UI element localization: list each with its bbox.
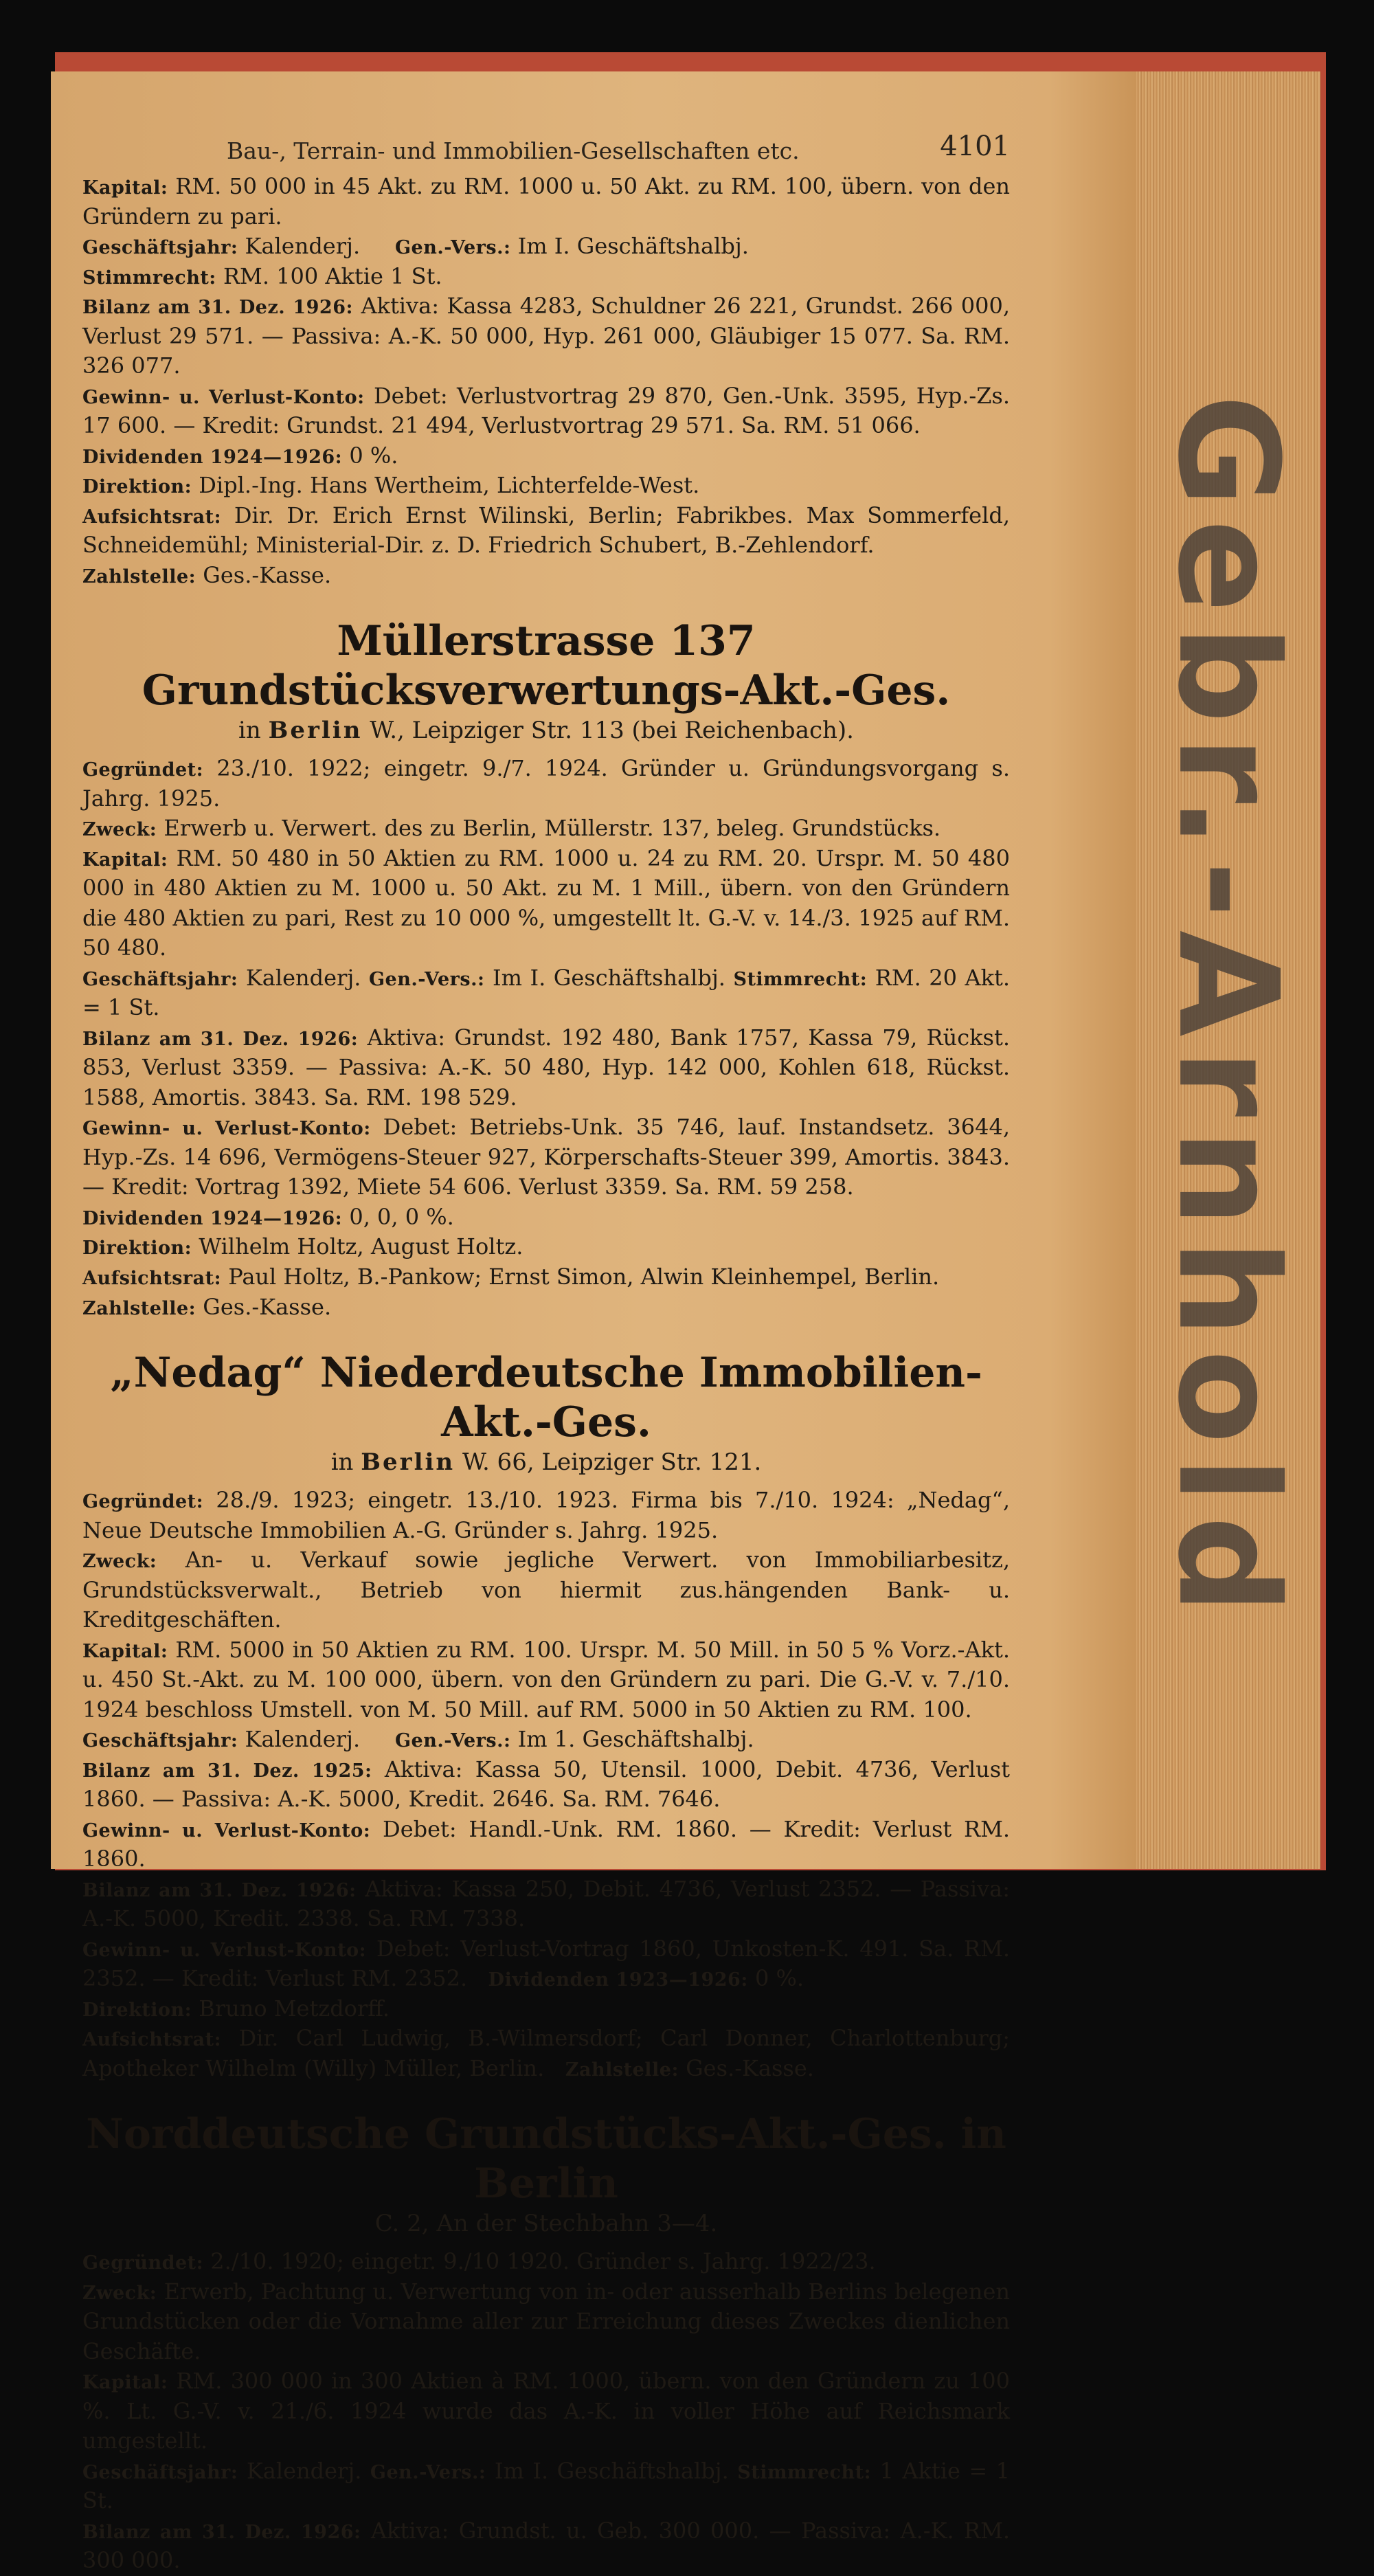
geschaeftsjahr-paragraph: Geschäftsjahr: Kalenderj. Gen.-Vers.: Im I. Geschäftshalbj. (82, 233, 749, 260)
bilanz-1926-paragraph: Bilanz am 31. Dez. 1926: Aktiva: Kassa 250, Debit. 4736, Verlust 2352. — Passiva: A.-K. 5000, Kredit. 2338. Sa. RM. 7338. (82, 1875, 1010, 1932)
geschaeftsjahr-paragraph: Geschäftsjahr: Kalenderj. Gen.-Vers.: Im 1. Geschäftshalbj. (82, 1726, 754, 1753)
geschaeftsjahr-paragraph: Geschäftsjahr: Kalenderj. Gen.-Vers.: Im I. Geschäftshalbj. Stimmrecht: RM. 20 Akt. = 1 St. (82, 964, 1011, 1021)
running-header-title: Bau-, Terrain- und Immobilien-Gesellschaften etc. (227, 137, 800, 164)
kapital-paragraph: Kapital: RM. 50 000 in 45 Akt. zu RM. 1000 u. 50 Akt. zu RM. 100, übern. von den Gründern zu pari. (82, 173, 1011, 229)
kapital-paragraph: Kapital: RM. 50 480 in 50 Aktien zu RM. 1000 u. 24 zu RM. 20. Urspr. M. 50 480 000 in 480 Aktien zu M. 1000 u. 50 Akt. zu M. 1 Mill., übern. von den Gründern die 480 Aktien zu pari, Rest zu 10 000 %, umgestellt lt. G.-V. v. 14./3. 1925 auf RM. 50 480. (82, 844, 1011, 961)
zahlstelle-paragraph: Zahlstelle: Ges.-Kasse. (82, 561, 332, 588)
entry-subtitle: in Berlin W., Leipziger Str. 113 (bei Reichenbach). (238, 717, 854, 745)
gegruendet-paragraph: Gegründet: 28./9. 1923; eingetr. 13./10. 1923. Firma bis 7./10. 1924: „Nedag“, Neue Deutsche Immobilien A.-G. Gründer s. Jahrg. 1925. (82, 1487, 1011, 1543)
stimmrecht-paragraph: Stimmrecht: RM. 100 Aktie 1 St. (82, 262, 442, 289)
guv-paragraph: Gewinn- u. Verlust-Konto: Debet: Betriebs-Unk. 35 746, lauf. Instandsetz. 3644, Hyp.-Zs. 14 696, Vermögens-Steuer 927, Körperschafts-Steuer 399, Amortis. 3843. — Kredit: Vortrag 1392, Miete 54 606. Verlust 3359. Sa. RM. 59 258. (82, 1114, 1010, 1200)
gegruendet-paragraph: Gegründet: 23./10. 1922; eingetr. 9./7. 1924. Gründer u. Gründungsvorgang s. Jahrg. 1925. (82, 755, 1011, 811)
bilanz-paragraph: Bilanz am 31. Dez. 1926: Aktiva: Kassa 4283, Schuldner 26 221, Grundst. 266 000, Verlust 29 571. — Passiva: A.-K. 50 000, Hyp. 261 000, Gläubiger 15 077. Sa. RM. 326 077. (82, 293, 1011, 379)
dividenden-paragraph: Dividenden 1924—1926: 0, 0, 0 %. (82, 1203, 454, 1230)
zweck-paragraph: Zweck: Erwerb, Pachtung u. Verwertung von in- oder ausserhalb Berlins belegenen Grundstücken oder die Vornahme aller zur Erreichung dieses Zweckes dienlichen Geschäfte. (82, 2278, 1011, 2364)
entry-continuation (82, 172, 1010, 590)
entry-nedag (82, 1348, 1010, 2083)
kapital-paragraph: Kapital: RM. 300 000 in 300 Aktien à RM. 1000, übern. von den Gründern zu 100 %. Lt. G.-V. v. 21./6. 1924 wurde das A.-K. in voller Höhe auf Reichsmark umgestellt. (82, 2368, 1011, 2454)
entry-norddeutsche (82, 2109, 1010, 2576)
aufsichtsrat-paragraph: Aufsichtsrat: Paul Holtz, B.-Pankow; Ernst Simon, Alwin Kleinhempel, Berlin. (82, 1263, 940, 1290)
direktion-paragraph: Direktion: Bruno Metzdorff. (82, 1995, 390, 2021)
edge-stamp-text: Gebr.-Arnhold (1147, 394, 1308, 1626)
entry-subtitle: C. 2, An der Stechbahn 3—4. (374, 2210, 718, 2238)
direktion-paragraph: Direktion: Wilhelm Holtz, August Holtz. (82, 1233, 523, 1260)
bilanz-paragraph: Bilanz am 31. Dez. 1926: Aktiva: Grundst. u. Geb. 300 000. — Passiva: A.-K. RM. 300 000. (82, 2517, 1011, 2574)
guv-1925-paragraph: Gewinn- u. Verlust-Konto: Debet: Handl.-Unk. RM. 1860. — Kredit: Verlust RM. 1860. (82, 1815, 1011, 1872)
bilanz-1925-paragraph: Bilanz am 31. Dez. 1925: Aktiva: Kassa 50, Utensil. 1000, Debit. 4736, Verlust 1860. — Passiva: A.-K. 5000, Kredit. 2646. Sa. RM. 7646. (82, 1756, 1011, 1813)
page-number: 4101 (940, 131, 1010, 162)
entry-muellerstrasse (82, 616, 1010, 1322)
kapital-paragraph: Kapital: RM. 5000 in 50 Aktien zu RM. 100. Urspr. M. 50 Mill. in 50 5 % Vorz.-Akt. u. 450 St.-Akt. zu M. 100 000, übern. von den Gründern zu pari. Die G.-V. v. 7./10. 1924 beschloss Umstell. von M. 50 Mill. auf RM. 5000 in 50 Aktien zu RM. 100. (82, 1636, 1011, 1723)
bilanz-paragraph: Bilanz am 31. Dez. 1926: Aktiva: Grundst. 192 480, Bank 1757, Kassa 79, Rückst. 853, Verlust 3359. — Passiva: A.-K. 50 480, Hyp. 142 000, Kohlen 618, Rückst. 1588, Amortis. 3843. Sa. RM. 198 529. (82, 1024, 1011, 1110)
zahlstelle-paragraph: Zahlstelle: Ges.-Kasse. (82, 1293, 332, 1320)
running-header (82, 131, 1010, 172)
geschaeftsjahr-paragraph: Geschäftsjahr: Kalenderj. Gen.-Vers.: Im I. Geschäftshalbj. Stimmrecht: 1 Aktie = 1 St. (82, 2457, 1011, 2514)
guv-paragraph: Gewinn- u. Verlust-Konto: Debet: Verlustvortrag 29 870, Gen.-Unk. 3595, Hyp.-Zs. 17 600. — Kredit: Grundst. 21 494, Verlustvortrag 29 571. Sa. RM. 51 066. (82, 382, 1011, 439)
zweck-paragraph: Zweck: Erwerb u. Verwert. des zu Berlin, Müllerstr. 137, beleg. Grundstücks. (82, 815, 941, 842)
entry-title: „Nedag“ Niederdeutsche Immobilien-Akt.-Ges. (110, 1349, 982, 1447)
entry-title: Müllerstrasse 137 Grundstücksverwertungs-Akt.-Ges. (142, 617, 951, 715)
dividenden-paragraph: Dividenden 1924—1926: 0 %. (82, 442, 398, 469)
page-content (82, 131, 1010, 2576)
edge-stamp (1142, 289, 1314, 1732)
aufsichtsrat-paragraph: Aufsichtsrat: Dir. Carl Ludwig, B.-Wilmersdorf; Carl Donner, Charlottenburg; Apotheker Wilhelm (Willy) Müller, Berlin. Zahlstelle: Ges.-Kasse. (82, 2025, 1011, 2081)
gegruendet-paragraph: Gegründet: 2./10. 1920; eingetr. 9./10 1920. Gründer s. Jahrg. 1922/23. (82, 2248, 876, 2275)
entry-title: Norddeutsche Grundstücks-Akt.-Ges. in Berlin (86, 2110, 1006, 2208)
aufsichtsrat-paragraph: Aufsichtsrat: Dir. Dr. Erich Ernst Wilinski, Berlin; Fabrikbes. Max Sommerfeld, Schneidemühl; Ministerial-Dir. z. D. Friedrich Schubert, B.-Zehlendorf. (82, 502, 1011, 559)
entry-subtitle: in Berlin W. 66, Leipziger Str. 121. (330, 1448, 762, 1477)
zweck-paragraph: Zweck: An- u. Verkauf sowie jegliche Verwert. von Immobiliarbesitz, Grundstücksverwalt., Betrieb von hiermit zus.hängenden Bank- u. Kreditgeschäften. (82, 1547, 1011, 1633)
guv-1926-paragraph: Gewinn- u. Verlust-Konto: Debet: Verlust-Vortrag 1860, Unkosten-K. 491. Sa. RM. 2352. — Kredit: Verlust RM. 2352. Dividenden 1923—1926: 0 %. (82, 1935, 1011, 1992)
direktion-paragraph: Direktion: Dipl.-Ing. Hans Wertheim, Lichterfelde-West. (82, 472, 700, 499)
